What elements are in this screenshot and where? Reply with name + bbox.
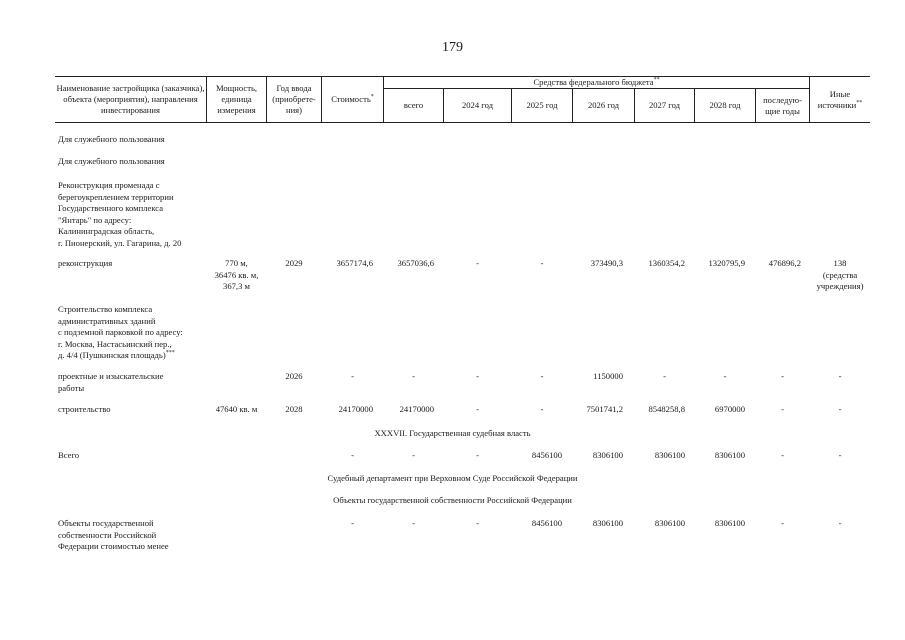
row-2025: - [540, 258, 544, 268]
page-number: 179 [442, 40, 463, 55]
promenade-title: Реконструкция променада с берегоукреплением территории Государственного комплекса "Янтарь" по адресу: Калининградская область, г. Пионерский, ул. Гагарина, д. 20 [58, 180, 182, 248]
row-2028: 1320795,9 [708, 258, 745, 268]
row-total: - [412, 371, 415, 381]
row-2027: 8548258,8 [648, 404, 685, 414]
section-heading: Объекты государственной собственности Российской Федерации [333, 495, 572, 505]
row-name: реконструкция [58, 258, 113, 268]
row-later: - [781, 371, 784, 381]
complex-title: Строительство комплекса административных зданий с подземной парковкой по адресу: г. Москва, Настасьинский пер., д. 4/4 (Пушкинская площадь)*** [58, 304, 183, 360]
row-later: - [781, 518, 784, 528]
row-other: 138 (средства учреждения) [816, 258, 864, 291]
header-cost: Стоимость* [331, 94, 374, 104]
row-other: - [838, 404, 842, 414]
row-2024: - [476, 371, 479, 381]
header-year: Год ввода (приобрете-ния) [272, 83, 316, 115]
row-cost: - [351, 450, 354, 460]
header-other: Иные источники** [817, 88, 863, 110]
row-2027: 1360354,2 [648, 258, 685, 268]
section-heading: Судебный департамент при Верховном Суде Российской Федерации [327, 473, 578, 483]
row-2024: - [476, 450, 479, 460]
header-total: всего [403, 100, 424, 110]
row-later: 476896,2 [768, 258, 801, 268]
row-total: - [412, 450, 415, 460]
row-name: строительство [58, 404, 111, 414]
row-cost: 3657174,6 [336, 258, 373, 268]
row-2028: - [723, 371, 727, 381]
row-year: 2029 [285, 258, 303, 268]
header-federal: Средства федерального бюджета** [533, 76, 660, 87]
row-2027: - [663, 371, 666, 381]
row-2025: - [540, 404, 544, 414]
row-later: - [781, 404, 784, 414]
row-cost: - [351, 518, 354, 528]
row-name: Всего [58, 450, 80, 460]
row-2028: 8306100 [714, 518, 745, 528]
row-capacity: 47640 кв. м [215, 404, 258, 414]
row-total: 24170000 [399, 404, 434, 414]
header-2024: 2024 год [461, 100, 494, 110]
table-header-bottom-border [55, 122, 870, 123]
row-2027: 8306100 [654, 450, 685, 460]
row-cost: 24170000 [338, 404, 373, 414]
row-2028: 6970000 [714, 404, 745, 414]
row-2024: - [476, 518, 479, 528]
row-name: проектные и изыскательские работы [58, 371, 164, 393]
service-row: Для служебного пользования [58, 156, 165, 166]
row-name: Объекты государственной собственности Российской Федерации стоимостью менее [58, 518, 169, 551]
row-2024: - [476, 404, 479, 414]
row-2026: 7501741,2 [586, 404, 623, 414]
row-2028: 8306100 [714, 450, 745, 460]
row-other: - [838, 450, 842, 460]
row-2025: 8456100 [531, 518, 562, 528]
header-2025: 2025 год [526, 100, 558, 110]
row-year: 2028 [285, 404, 303, 414]
header-2028: 2028 год [709, 100, 741, 110]
row-cost: - [351, 371, 354, 381]
section-heading: XXXVII. Государственная судебная власть [374, 428, 531, 438]
row-total: 3657036,6 [397, 258, 434, 268]
row-later: - [781, 450, 784, 460]
row-capacity: 770 м, 36476 кв. м, 367,3 м [214, 258, 259, 291]
row-2026: 373490,3 [590, 258, 623, 268]
header-2027: 2027 год [648, 100, 681, 110]
service-row: Для служебного пользования [58, 134, 165, 144]
row-year: 2026 [285, 371, 303, 381]
header-later: последую-щие годы [763, 94, 802, 116]
row-2027: 8306100 [654, 518, 685, 528]
row-2026: 1150000 [593, 371, 623, 381]
row-other: - [838, 371, 842, 381]
row-2026: 8306100 [592, 450, 623, 460]
row-total: - [412, 518, 415, 528]
row-2024: - [476, 258, 479, 268]
row-2026: 8306100 [592, 518, 623, 528]
row-other: - [838, 518, 842, 528]
header-capacity: Мощность, единица измерения [215, 83, 258, 115]
header-2026: 2026 год [587, 100, 620, 110]
row-2025: - [540, 371, 544, 381]
header-name: Наименование застройщика (заказчика), объекта (мероприятия), направления инвестирования [56, 83, 205, 115]
row-2025: 8456100 [531, 450, 562, 460]
